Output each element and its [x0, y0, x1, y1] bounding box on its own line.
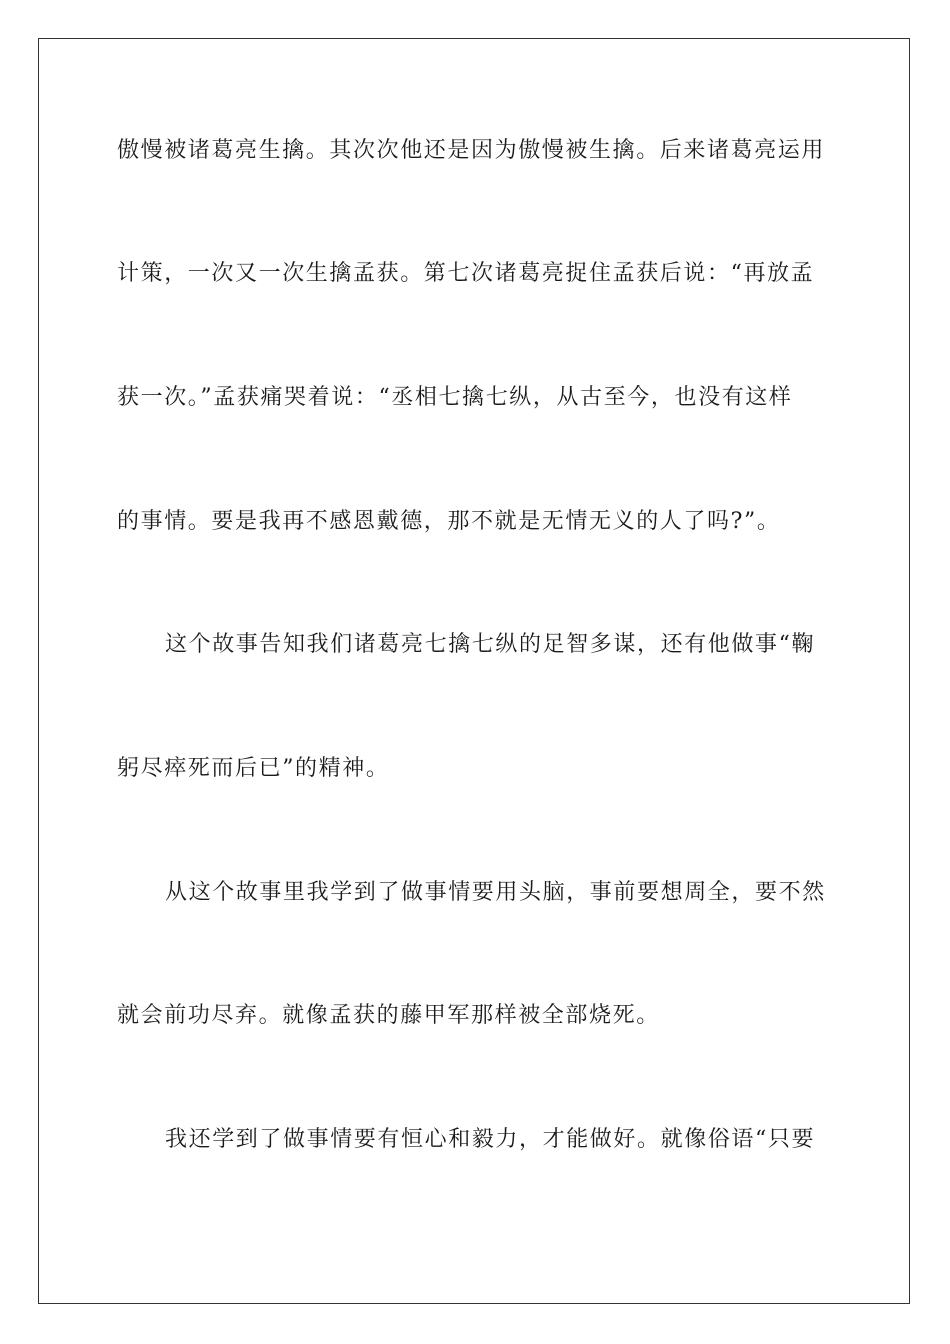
text-line-4: 的事情。要是我再不感恩戴德，那不就是无情无义的人了吗?”。	[117, 509, 781, 534]
text-line-5-paragraph-start: 这个故事告知我们诸葛亮七擒七纵的足智多谋，还有他做事“鞠	[165, 632, 816, 657]
text-line-1: 傲慢被诸葛亮生擒。其次次他还是因为傲慢被生擒。后来诸葛亮运用	[117, 138, 826, 163]
text-line-9-paragraph-start: 我还学到了做事情要有恒心和毅力，才能做好。就像俗语“只要	[165, 1127, 816, 1152]
text-line-6: 躬尽瘁死而后已”的精神。	[117, 756, 390, 781]
page-border	[38, 38, 910, 1304]
text-line-3: 获一次。”孟获痛哭着说：“丞相七擒七纵，从古至今，也没有这样	[117, 385, 793, 410]
text-line-7-paragraph-start: 从这个故事里我学到了做事情要用头脑，事前要想周全，要不然	[165, 880, 826, 905]
text-line-8: 就会前功尽弃。就像孟获的藤甲军那样被全部烧死。	[117, 1003, 660, 1028]
text-line-2: 计策，一次又一次生擒孟获。第七次诸葛亮捉住孟获后说：“再放孟	[117, 261, 815, 286]
